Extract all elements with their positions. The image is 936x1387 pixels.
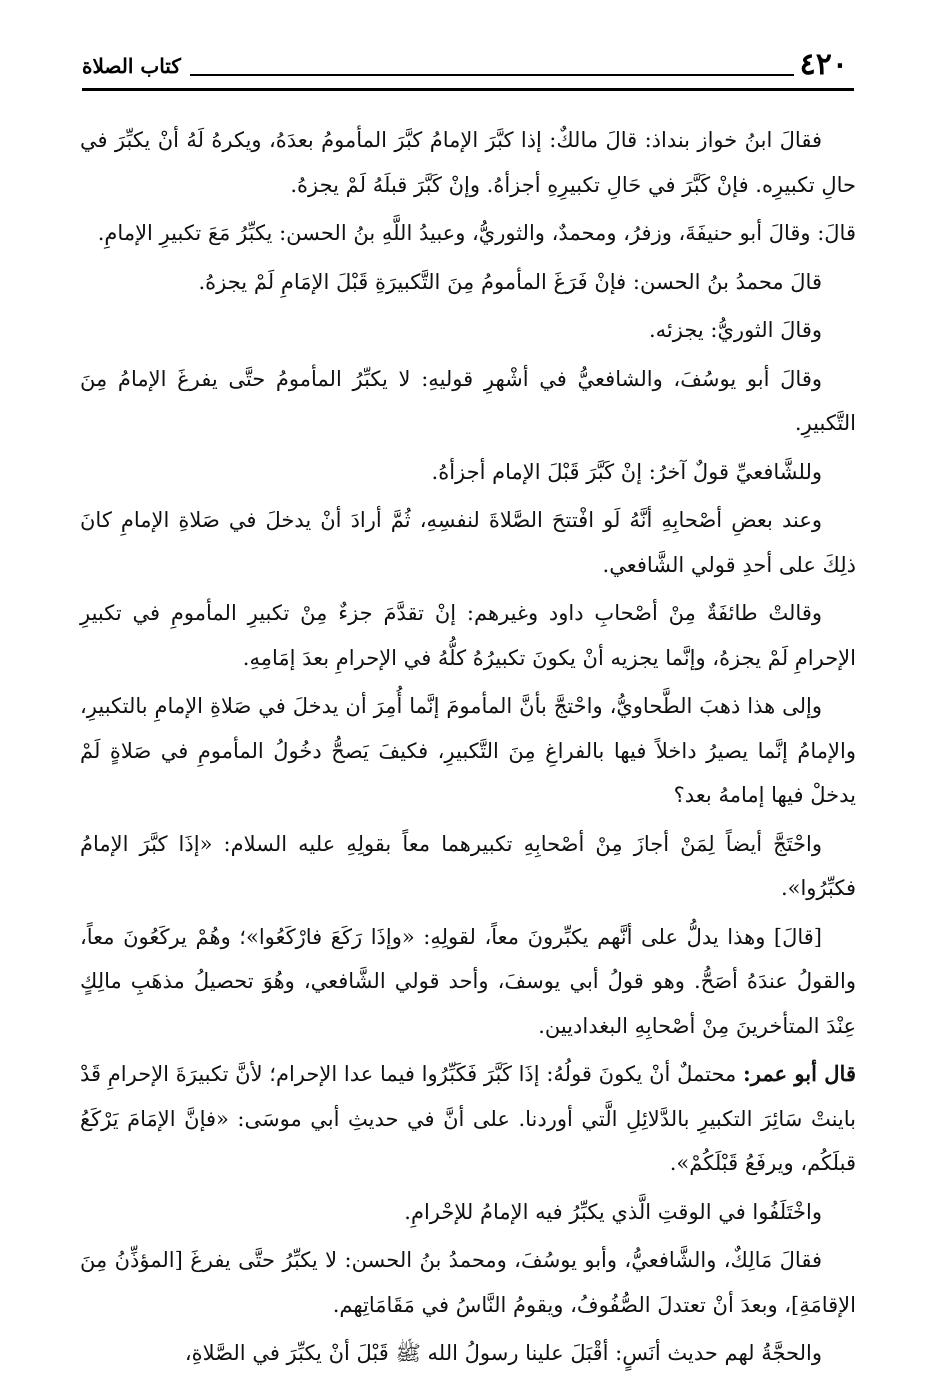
paragraph-5: [80, 357, 856, 446]
running-header: [82, 46, 854, 90]
header-title: كتاب الصلاة: [82, 54, 181, 78]
paragraph-3: [80, 260, 856, 305]
paragraph-10: [80, 822, 856, 911]
paragraph-text: وقالَ الثوريُّ: يجزئه.: [648, 318, 822, 342]
paragraph-text: وللشَّافعيِّ قولٌ آخرُ: إنْ كَبَّرَ قَبْلَ الإمام أجزأهُ.: [431, 459, 822, 484]
paragraph-12: [80, 1052, 856, 1186]
paragraph-text: وقالتْ طائفَةٌ مِنْ أصْحابِ داود وغيرهم: إنْ تقدَّمَ جزءٌ مِنْ تكبيرِ المأمومِ في تكبيرِ الإحرامِ لَمْ يجزهُ، وإنَّما يجزيه أنْ يكونَ تكبيرُهُ كلُّهُ في الإحرامِ بعدَ إمَامِهِ.: [80, 601, 856, 670]
paragraph-text: فقالَ مَالِكٌ، والشَّافعيُّ، وأبو يوسُفَ، ومحمدُ بنُ الحسن: لا يكبِّرُ حتَّى يفرغَ [المؤذِّنُ مِنَ الإقامَةِ]، وبعدَ أنْ تعتدلَ الصُّفُوفُ، ويقومُ النَّاسُ في مَقَامَاتِهم.: [80, 1248, 856, 1317]
paragraph-text: واحْتَجَّ أيضاً لِمَنْ أجازَ مِنْ أصْحابِهِ تكبيرهما معاً بقولِهِ عليه السلام: «إذَا كبَّرَ الإمامُ فكبِّرُوا».: [80, 831, 856, 900]
paragraph-8: [80, 591, 856, 680]
paragraph-6: [80, 450, 856, 495]
paragraph-text: فقالَ ابنُ خواز بنداذ: قالَ مالكٌ: إذا كبَّرَ الإمامُ كبَّرَ المأمومُ بعدَهُ، ويكرهُ لَهُ أنْ يكبِّرَ في حالِ تكبيرِه. فإنْ كَبَّرَ في حَالِ تكبيرِهِ أجزأهُ. وإنْ كَبَّرَ قبلَهُ لَمْ يجزهُ.: [80, 128, 856, 197]
paragraph-text: [قالَ] وهذا يدلُّ على أنَّهم يكبِّرونَ معاً، لقولِهِ: «وإذَا رَكَعَ فارْكَعُوا»؛ وهُمْ يركَعُونَ معاً، والقولُ عندَهُ أصَحُّ. وهو قولُ أبي يوسفَ، وأحد قولي الشَّافعي، وهُوَ تحصيلُ مذهَبِ مالِكٍ عِنْدَ المتأخرينَ مِنْ أصْحابِهِ البغداديين.: [80, 924, 856, 1038]
paragraph-text: والحجَّةُ لهم حديث أنَسٍ: أقْبَلَ علينا رسولُ الله ﷺ قَبْلَ أنْ يكبِّرَ في الصَّلاةِ،: [184, 1341, 822, 1365]
paragraph-11: [80, 915, 856, 1049]
paragraph-14: [80, 1238, 856, 1327]
paragraph-text: قالَ محمدُ بنُ الحسن: فإنْ فَرَغَ المأمومُ مِنَ التَّكبيرَةِ قَبْلَ الإمَامِ لَمْ يجزهُ.: [198, 269, 822, 294]
paragraph-text: وعند بعضِ أصْحابِهِ أنَّهُ لَو افْتتحَ الصَّلاةَ لنفسِهِ، ثُمَّ أرادَ أنْ يدخلَ في صَلاةِ الإمامِ كانَ ذلِكَ على أحدِ قولي الشَّافعي.: [80, 508, 856, 577]
paragraph-13: [80, 1190, 856, 1235]
paragraph-text: محتملٌ أنْ يكونَ قولُهُ: إذَا كَبَّرَ فَكَبِّرُوا فيما عدا الإحرام؛ لأنَّ تكبيرَةَ الإحرامِ قَدْ باينتْ سَائِرَ التكبيرِ بالدَّلائِلِ الَّتي أوردنا. على أنَّ في حديثِ أبي موسَى: «فإنَّ الإمَامَ يَرْكَعُ قبلَكُم، ويرفَعُ قَبْلَكُمْ».: [80, 1062, 856, 1175]
paragraph-text: وقالَ أبو يوسُفَ، والشافعيُّ في أشْهرِ قوليهِ: لا يكبِّرُ المأمومُ حتَّى يفرغَ الإمامُ مِنَ التَّكبيرِ.: [80, 366, 856, 435]
paragraph-9: [80, 684, 856, 818]
paragraph-text: واخْتَلَفُوا في الوقتِ الَّذي يكبِّرُ فيه الإمامُ للإحْرامِ.: [404, 1199, 822, 1224]
header-rule-short: [190, 74, 794, 76]
body-text: [80, 118, 856, 1380]
paragraph-lead: قال أبو عمر:: [743, 1061, 856, 1086]
paragraph-2: [80, 211, 856, 256]
paragraph-4: [80, 308, 856, 353]
page-number: ٤٢٠: [799, 47, 848, 82]
paragraph-1: [80, 118, 856, 207]
paragraph-text: وإلى هذا ذهبَ الطَّحاويُّ، واحْتجَّ بأنَّ المأمومَ إنَّما أُمِرَ أن يدخلَ في صَلاةِ الإمامِ بالتكبيرِ، والإمامُ إنَّما يصيرُ داخلاً فيها بالفراغِ مِنَ التَّكبيرِ، فكيفَ يَصحُّ دخُولُ المأمومِ في صَلاةٍ لَمْ يدخلْ فيها إمامهُ بعد؟: [80, 694, 856, 807]
paragraph-15: [80, 1331, 856, 1376]
header-rule: [82, 88, 854, 91]
paragraph-text: قالَ: وقالَ أبو حنيفَةَ، وزفرُ، ومحمدٌ، والثوريُّ، وعبيدُ اللَّهِ بنُ الحسن: يكبِّرُ مَعَ تكبيرِ الإمامِ.: [97, 221, 856, 245]
paragraph-7: [80, 498, 856, 587]
